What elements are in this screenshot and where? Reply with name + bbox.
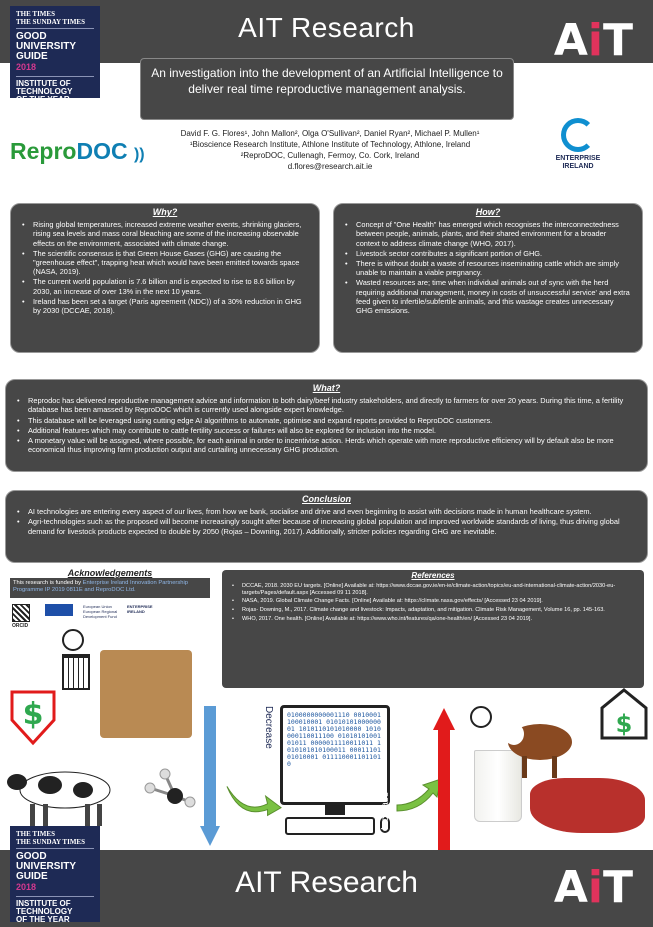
of-year-label: OF THE YEAR [16,95,70,104]
green-arrow-left [225,778,283,818]
times-masthead [16,830,94,849]
of-year-label: OF THE YEAR [16,915,70,924]
conclusion-list [16,507,637,536]
steak-icon [530,778,645,833]
guide-label: GUIDE [16,51,48,62]
calves-photo [100,650,192,738]
reprodoc-logo-repro: Repro [10,138,77,164]
footer-title: AIT Research [235,866,418,899]
logo-a: A [553,862,588,913]
clock-icon [470,706,492,728]
affiliation-1: ¹Bioscience Research Institute, Athlone Institute of Technology, Athlone, Ireland [189,140,471,149]
acknowledgements-text [10,578,210,598]
list-item: • Rising global temperatures, increased extreme weather events, shrinking glaciers, rising sea levels and mass coral bleaching are some of the increasing observable effects on the environment, associated with climate change. [21,220,309,248]
list-item: • Livestock sector contributes a significant portion of GHG. [344,249,632,258]
molecule-icon [135,768,195,808]
decrease-label: Decrease [263,706,274,749]
monitor [280,705,390,805]
reference-item: • Rojas- Downing, M., 2017. Climate change and livestock: Impacts, adaptation, and mitigation. Climate Risk Management, Volume 16, pp. 145-163. [232,607,634,614]
university-guide-badge [10,826,100,922]
logo-i: i [587,15,603,66]
affiliation-2: ²ReproDOC, Cullenagh, Fermoy, Co. Cork, Ireland [240,151,420,160]
institute-of-year [16,76,94,104]
references-heading: References [411,571,455,580]
guide-title [16,852,94,882]
hereford-cow-icon [500,710,580,780]
university-guide-badge [10,6,100,104]
reference-item: • NASA, 2019. Global Climate Change Facts. [Online] Available at: https://climate.nasa.gov/effects/ [Accessed 23 04 2019]. [232,598,634,605]
ack-text-b: Enterprise Ireland Innovation Partnership Programme IP 2019 0811E and ReproDOC Ltd. [13,580,188,593]
list-item: • AI technologies are entering every aspect of our lives, from how we bank, socialise and drive and even beginning to assist with decisions made in human healthcare system. [16,507,637,516]
references-panel [222,570,644,688]
ei-line1: ENTERPRISE [555,155,601,162]
good-label: GOOD [16,851,47,862]
poster-subtitle: An investigation into the development of an Artificial Intelligence to deliver real time reproductive management analysis. [140,58,514,120]
reference-item: • WHO, 2017. One health. [Online] Available at: https://www.who.int/features/qa/one-health/en/ [Accessed 23 04 2019]. [232,616,634,623]
reprodoc-logo-doc: DOC [76,138,128,164]
list-item: • Ireland has been set a target (Paris agreement (NDC)) of a 30% reduction in GHG by 2030 (DCCAE, 2018). [21,297,309,315]
reprodoc-logo [10,138,145,165]
conclusion-heading: Conclusion [302,494,351,504]
times-masthead [16,10,94,29]
signal-icon: )) [133,146,145,163]
good-label: GOOD [16,31,47,42]
list-item: • Wasted resources are; time when individual animals out of sync with the herd requiring additional management, money in costs of unsuccessful service' and extra feed given to infertile/subfertile animals, and this wastage creates unnecessary GHG emissions. [344,278,632,315]
why-panel [10,203,320,353]
logo-t: T [602,862,633,913]
author-names: David F. G. Flores¹, John Mallon², Olga O'Sullivan², Daniel Ryan², Michael P. Mullen¹ [180,129,480,138]
dollar-down-icon [10,690,56,745]
ei-logo-text [548,155,608,171]
what-list [16,396,637,454]
university-label: UNIVERSITY [16,41,77,52]
times-label: THE TIMES [16,830,55,838]
swirl-icon [561,118,595,152]
list-item: • Agri-technologies such as the proposed will become increasingly sought after because of increasing global population and improved worldwide standards of living, thus driving global demand for livestock products expected to double by 2050 (Rojas – Downing, 2017). Additionally, stricter policies regarding GHG are inevitable. [16,517,637,535]
erdf-label: European Regional Development Fund [83,609,118,619]
how-heading: How? [475,207,501,217]
reference-item: • DCCAE, 2018. 2030 EU targets. [Online] Available at: https://www.dccae.gov.ie/en-ie/climate-action/topics/eu-and-international-climate-action/2030-eu-targets/Pages/default.aspx [Accessed 09 11 2018]. [232,583,634,597]
eu-fund-logo [83,604,119,619]
conclusion-panel [5,490,648,563]
badge-year: 2018 [16,62,37,72]
institute-label: INSTITUTE OF [16,79,71,88]
times-label: THE TIMES [16,10,55,18]
institute-of-year [16,896,94,924]
institute-label: INSTITUTE OF [16,899,71,908]
sunday-times-label: THE SUNDAY TIMES [16,18,85,26]
list-item: • This database will be leveraged using cutting edge AI algorithms to automate, optimise and expand reports provided to ReproDOC customers. [16,416,637,425]
clock-icon [62,629,84,651]
eu-flag-icon [45,604,73,616]
dollar-sign: $ [615,710,633,738]
dollar-house-icon [600,688,648,740]
logo-i: i [587,862,603,913]
banner-title: AIT Research [238,12,415,43]
logo-a: A [553,15,588,66]
ei-small-logo: ENTERPRISE IRELAND [127,604,153,614]
enterprise-ireland-logo [548,118,608,171]
keyboard-icon [285,817,375,835]
decrease-arrow [200,706,274,846]
ait-logo [554,862,633,913]
ack-text-a: This research is funded by [13,580,83,586]
why-heading: Why? [152,207,178,217]
list-item: • Additional features which may contribute to cattle fertility success or failures will also be explored for inclusion into the model. [16,426,637,435]
university-label: UNIVERSITY [16,861,77,872]
list-item: • There is without doubt a waste of resources inseminating cattle which are simply unable to maintain a viable pregnancy. [344,259,632,277]
logo-t: T [602,15,633,66]
technology-label: TECHNOLOGY [16,87,73,96]
orcid-label: ORCID [12,623,29,629]
what-panel [5,379,648,472]
increase-arrow [380,708,455,850]
technology-label: TECHNOLOGY [16,907,73,916]
funder-logos [45,604,195,618]
computer-icon [280,705,390,845]
how-panel [333,203,643,353]
acknowledgements-heading: Acknowledgements [67,568,153,578]
list-item: • The current world population is 7.6 billion and is expected to rise to 8.6 billion by 2030, an increase of over 13% in the next 10 years. [21,277,309,295]
ei-line2: IRELAND [562,163,594,170]
holstein-cow-icon [5,760,125,828]
qr-code-icon[interactable] [12,604,30,622]
list-item: • Reprodoc has delivered reproductive management advice and information to both dairy/beef industry stakeholders, and directly to farmers for over 20 years. During this time, a fertility database has been amassed by ReproDOC which is currently used alongside expert knowledge. [16,396,637,414]
guide-title [16,32,94,62]
why-list [21,220,309,315]
list-item: • The scientific consensus is that Green House Gases (GHG) are causing the "greenhouse effect", trapping heat which would have been emitted towards space (NASA, 2019). [21,249,309,277]
sunday-times-label: THE SUNDAY TIMES [16,838,85,846]
monitor-stand [325,805,345,815]
badge-year: 2018 [16,882,37,892]
dollar-sign: $ [22,697,44,732]
author-email: d.flores@research.ait.ie [287,162,373,171]
guide-label: GUIDE [16,871,48,882]
list-item: • Concept of "One Health" has emerged which recognises the interconnectedness between people, animals, plants, and their shared environment for a broader context to address climate change (WHO, 2017). [344,220,632,248]
author-block [145,128,515,172]
eu-label: European Union [83,604,112,609]
trash-bin-icon [62,654,90,690]
ait-logo [554,15,633,66]
list-item: • A monetary value will be assigned, where possible, for each animal in order to incentivise action. Herds which operate with more reproductive efficiency will by default also be more economical thus improving farm production output and curtailing unnecessary GHG production. [16,436,637,454]
how-list [344,220,632,315]
binary-code: 0100000000001110 0010001100010001 0101010100000001 1010110101010000 1010000110011100 0101010100101011 0000011110011011 1010101010100011 0001110101010001 0111100011011010 [287,711,381,768]
what-heading: What? [312,383,341,393]
increase-label: Increase [380,791,391,830]
